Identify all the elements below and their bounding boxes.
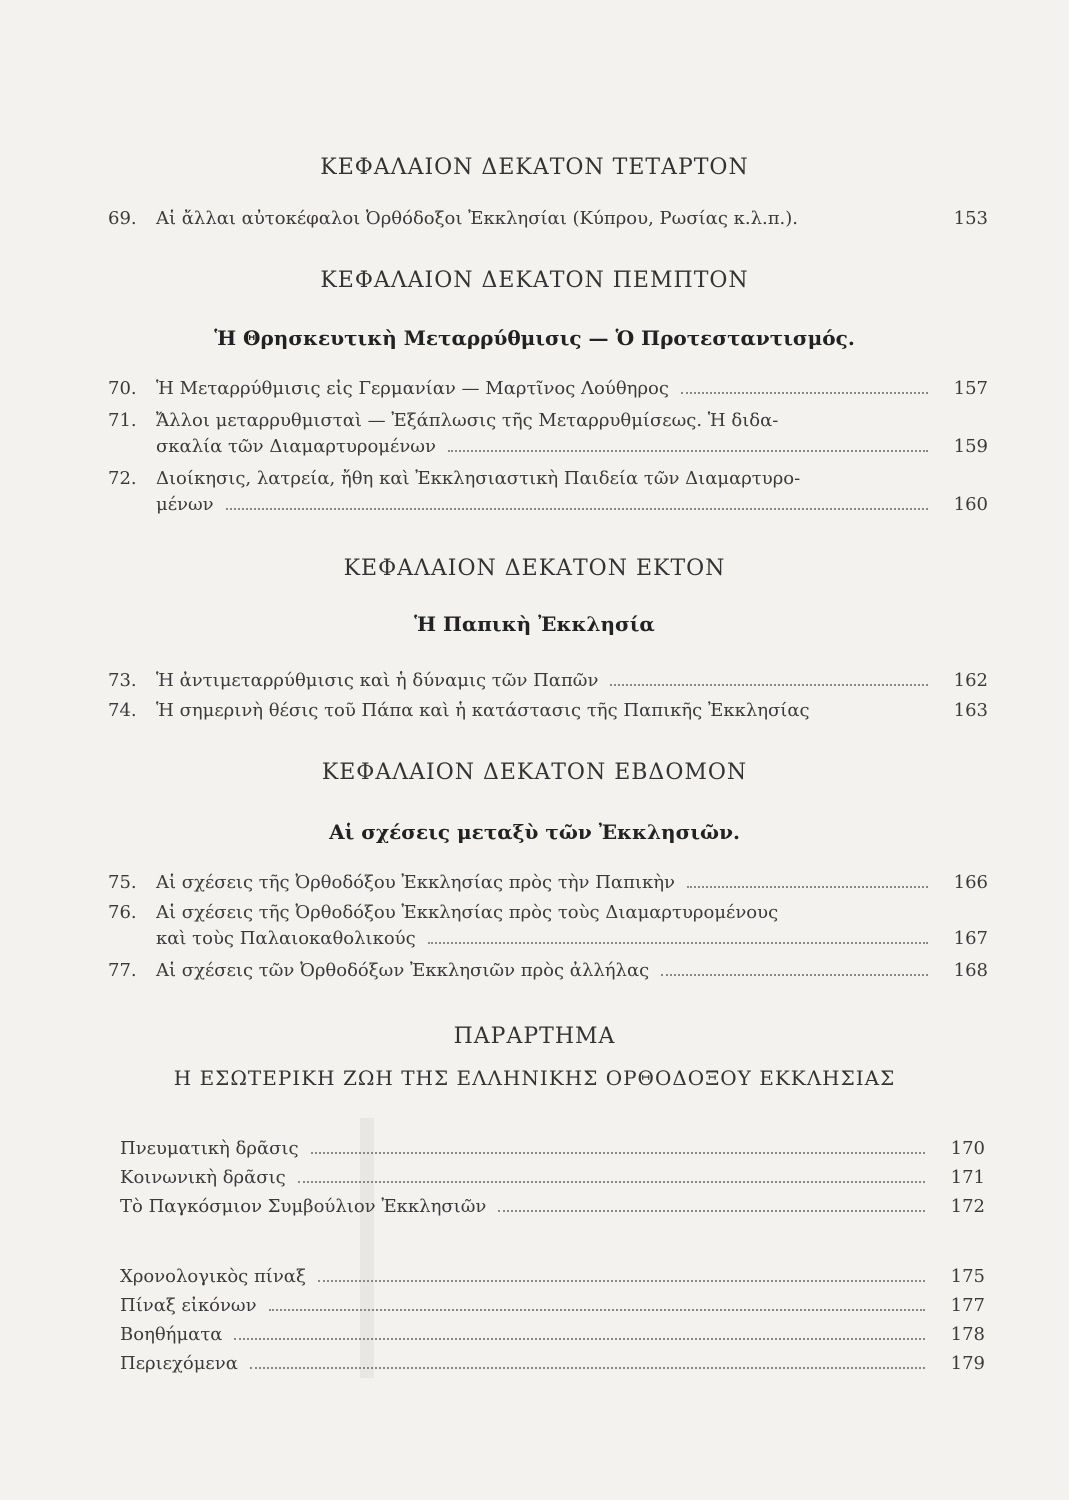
entry-page: 178 bbox=[950, 1324, 985, 1345]
appendix-list bbox=[120, 1134, 985, 1221]
entry-page: 171 bbox=[950, 1167, 985, 1188]
entry-number: 70. bbox=[108, 378, 137, 399]
entry-title: Χρονολογικὸς πίναξ bbox=[120, 1266, 306, 1287]
entry-title-continued: μένων bbox=[156, 494, 214, 515]
dot-leader bbox=[498, 1209, 925, 1212]
entry-title: Κοινωνικὴ δρᾶσις bbox=[120, 1167, 286, 1188]
entry-number: 77. bbox=[108, 960, 137, 981]
chapter-16-title: ΚΕΦΑΛΑΙΟΝ ΔΕΚΑΤΟΝ ΕΚΤΟΝ bbox=[343, 556, 726, 581]
toc-entry-contents bbox=[120, 1349, 985, 1378]
dot-leader bbox=[318, 1279, 925, 1282]
leader-space bbox=[822, 715, 928, 716]
entry-title: Αἱ σχέσεις τῆς Ὀρθοδόξου Ἐκκλησίας πρὸς τὴν Παπικὴν bbox=[156, 872, 675, 893]
entry-title: Βοηθήματα bbox=[120, 1324, 223, 1345]
entry-title: Πίναξ εἰκόνων bbox=[120, 1295, 257, 1316]
entry-page: 177 bbox=[950, 1295, 985, 1316]
dot-leader bbox=[661, 973, 928, 976]
toc-entry-69 bbox=[108, 206, 988, 232]
entry-title: Πνευματικὴ δρᾶσις bbox=[120, 1138, 299, 1159]
toc-entry-appendix-3 bbox=[120, 1192, 985, 1221]
toc-entry-75 bbox=[108, 870, 988, 896]
chapter-17-subtitle: Αἱ σχέσεις μεταξὺ τῶν Ἐκκλησιῶν. bbox=[329, 820, 740, 844]
entry-page: 159 bbox=[953, 436, 988, 457]
entry-page: 170 bbox=[950, 1138, 985, 1159]
dot-leader bbox=[681, 391, 928, 394]
entry-title: Διοίκησις, λατρεία, ἤθη καὶ Ἐκκλησιαστικὴ Παιδεία τῶν Διαμαρτυρο- bbox=[156, 468, 801, 489]
dot-leader bbox=[687, 885, 928, 888]
entry-title-continued: σκαλία τῶν Διαμαρτυρομένων bbox=[156, 436, 436, 457]
entry-title: Αἱ ἄλλαι αὐτοκέφαλοι Ὀρθόδοξοι Ἐκκλησίαι (Κύπρου, Ρωσίας κ.λ.π.). bbox=[156, 208, 799, 229]
toc-entry-chronology bbox=[120, 1262, 985, 1291]
entry-number: 73. bbox=[108, 670, 137, 691]
toc-entry-73 bbox=[108, 668, 988, 694]
entry-page: 172 bbox=[950, 1196, 985, 1217]
dot-leader bbox=[311, 1151, 925, 1154]
toc-entry-illustrations bbox=[120, 1291, 985, 1320]
dot-leader bbox=[448, 449, 928, 452]
dot-leader bbox=[269, 1308, 925, 1311]
entry-page: 168 bbox=[953, 960, 988, 981]
entry-number: 71. bbox=[108, 410, 137, 431]
toc-entry-bibliography bbox=[120, 1320, 985, 1349]
toc-entry-72 bbox=[108, 466, 988, 518]
entry-page: 153 bbox=[953, 208, 988, 229]
entry-number: 76. bbox=[108, 902, 137, 923]
entry-title: Ἡ Μεταρρύθμισις εἰς Γερμανίαν — Μαρτῖνος Λούθηρος bbox=[156, 378, 669, 399]
chapter-17-title: ΚΕΦΑΛΑΙΟΝ ΔΕΚΑΤΟΝ ΕΒΔΟΜΟΝ bbox=[321, 760, 748, 785]
entry-number: 74. bbox=[108, 700, 137, 721]
chapter-16-subtitle: Ἡ Παπικὴ Ἐκκλησία bbox=[414, 612, 655, 636]
entry-title: Ἡ ἀντιμεταρρύθμισις καὶ ἡ δύναμις τῶν Παπῶν bbox=[156, 670, 599, 691]
back-matter-list bbox=[120, 1262, 985, 1378]
appendix-subtitle: Η ΕΣΩΤΕΡΙΚΗ ΖΩΗ ΤΗΣ ΕΛΛΗΝΙΚΗΣ ΟΡΘΟΔΟΞΟΥ ΕΚΚΛΗΣΙΑΣ bbox=[173, 1066, 896, 1090]
entry-title-continued: καὶ τοὺς Παλαιοκαθολικούς bbox=[156, 928, 416, 949]
entry-page: 179 bbox=[950, 1353, 985, 1374]
appendix-title: ΠΑΡΑΡΤΗΜΑ bbox=[453, 1024, 616, 1049]
entry-title: Περιεχόμενα bbox=[120, 1353, 238, 1374]
dot-leader bbox=[226, 507, 928, 510]
entry-title: Ἡ σημερινὴ θέσις τοῦ Πάπα καὶ ἡ κατάστασις τῆς Παπικῆς Ἐκκλησίας bbox=[156, 700, 810, 721]
entry-number: 75. bbox=[108, 872, 137, 893]
toc-entry-70 bbox=[108, 376, 988, 402]
entry-page: 175 bbox=[950, 1266, 985, 1287]
entry-page: 163 bbox=[953, 700, 988, 721]
entry-page: 162 bbox=[953, 670, 988, 691]
chapter-14-title: ΚΕΦΑΛΑΙΟΝ ΔΕΚΑΤΟΝ ΤΕΤΑΡΤΟΝ bbox=[320, 155, 749, 180]
entry-page: 166 bbox=[953, 872, 988, 893]
toc-entry-74 bbox=[108, 698, 988, 724]
entry-number: 72. bbox=[108, 468, 137, 489]
toc-entry-77 bbox=[108, 958, 988, 984]
leader-space bbox=[810, 223, 928, 224]
chapter-15-title: ΚΕΦΑΛΑΙΟΝ ΔΕΚΑΤΟΝ ΠΕΜΠΤΟΝ bbox=[320, 268, 749, 293]
dot-leader bbox=[298, 1180, 925, 1183]
entry-title: Αἱ σχέσεις τῶν Ὀρθοδόξων Ἐκκλησιῶν πρὸς ἀλλήλας bbox=[156, 960, 650, 981]
entry-title: Ἄλλοι μεταρρυθμισταὶ — Ἐξάπλωσις τῆς Μεταρρυθμίσεως. Ἡ διδα- bbox=[156, 410, 779, 431]
chapter-15-subtitle: Ἡ Θρησκευτικὴ Μεταρρύθμισις — Ὁ Προτεσταντισμός. bbox=[214, 326, 855, 350]
toc-entry-appendix-1 bbox=[120, 1134, 985, 1163]
entry-number: 69. bbox=[108, 208, 137, 229]
toc-entry-71 bbox=[108, 408, 988, 460]
entry-page: 157 bbox=[953, 378, 988, 399]
entry-page: 160 bbox=[953, 494, 988, 515]
entry-title: Τὸ Παγκόσμιον Συμβούλιον Ἐκκλησιῶν bbox=[120, 1196, 487, 1217]
toc-entry-appendix-2 bbox=[120, 1163, 985, 1192]
entry-page: 167 bbox=[953, 928, 988, 949]
entry-title: Αἱ σχέσεις τῆς Ὀρθοδόξου Ἐκκλησίας πρὸς τοὺς Διαμαρτυρομένους bbox=[156, 902, 779, 923]
dot-leader bbox=[428, 941, 928, 944]
toc-entry-76 bbox=[108, 900, 988, 952]
dot-leader bbox=[250, 1366, 925, 1369]
dot-leader bbox=[234, 1337, 925, 1340]
dot-leader bbox=[610, 683, 928, 686]
